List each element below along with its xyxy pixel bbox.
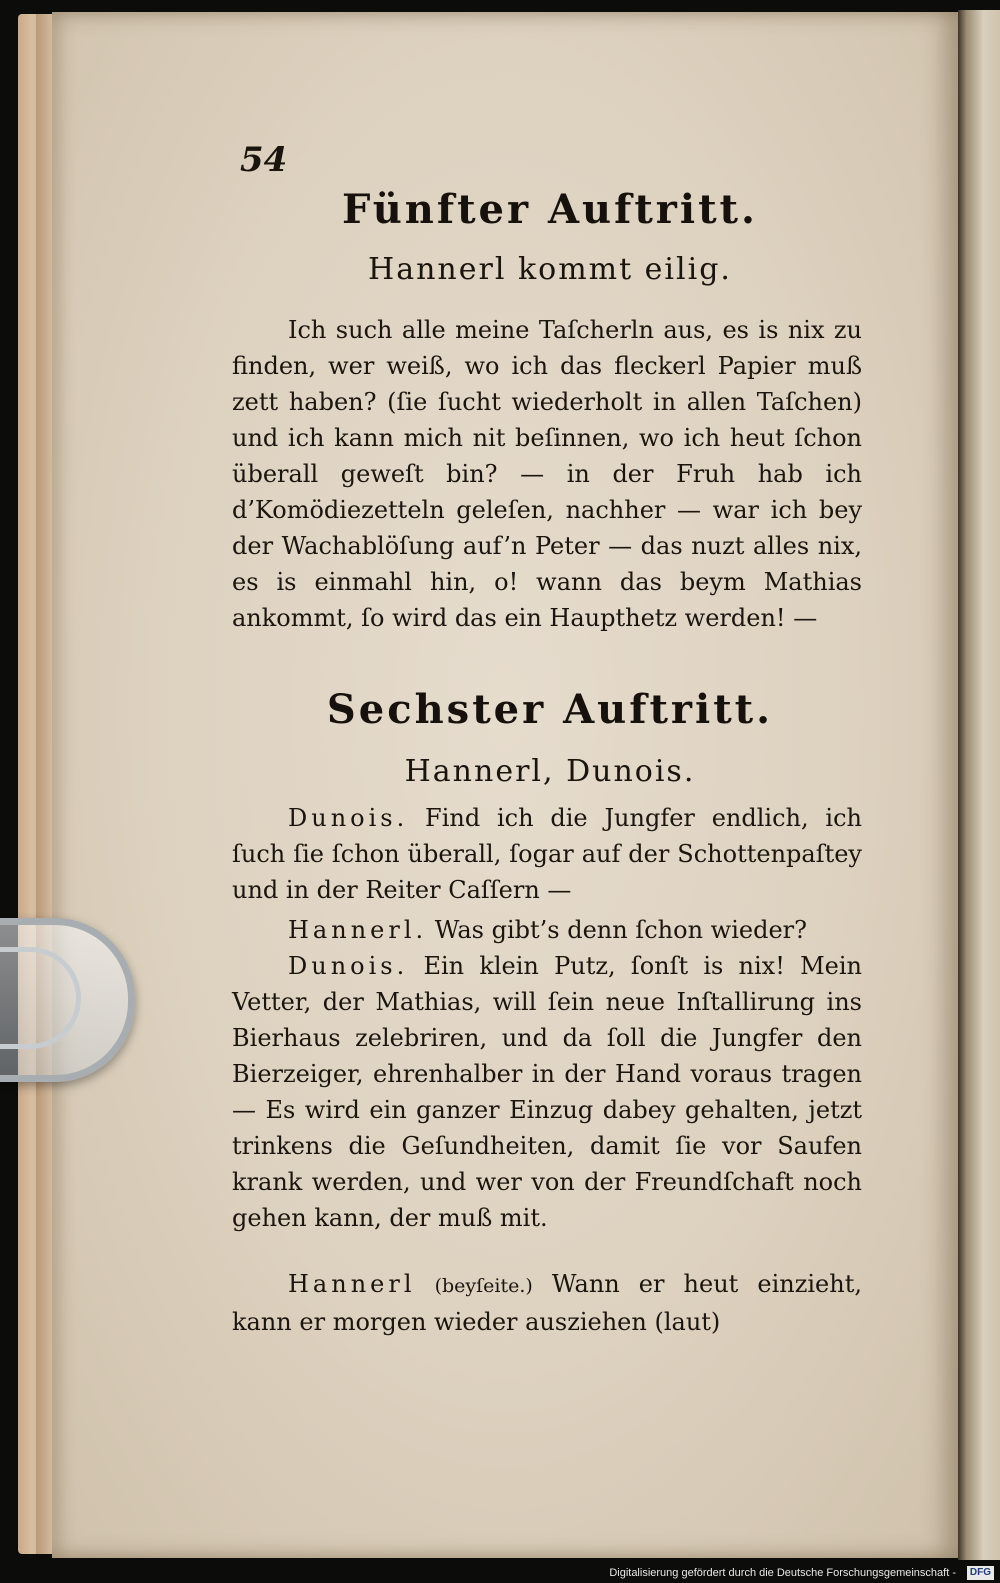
line-text: Find ich die Jungfer endlich, ich ſuch ſie ſchon überall, ſogar auf der Schottenpaſtey und in der Reiter Caſſern —: [232, 804, 862, 904]
speaker-name: Dunois.: [288, 952, 409, 980]
speaker-name: Hannerl.: [288, 916, 428, 944]
speaker-name: Hannerl: [288, 1270, 416, 1298]
digitization-credit: Digitalisierung gefördert durch die Deutsche Forschungsgemeinschaft -: [609, 1567, 956, 1579]
dialogue-line-3: [232, 948, 862, 1236]
speaker-name: Dunois.: [288, 804, 409, 832]
line-text: Was gibt’s denn ſchon wieder?: [434, 916, 807, 944]
scene-5-heading: Fünfter Auftritt.: [342, 186, 758, 233]
dialogue-line-4: [232, 1266, 862, 1340]
scene-6-heading: Sechster Auftritt.: [326, 686, 774, 733]
dialogue-line-2: [232, 912, 862, 948]
dialogue-line-1: [232, 800, 862, 908]
dfg-logo: DFG: [967, 1566, 994, 1580]
clip-inner-loop: [0, 947, 81, 1049]
line-text: Ein klein Putz, ſonſt is nix! Mein Vetter, der Mathias, will ſein neue Inſtallirung ins Bierhaus zelebriren, und da ſoll die Jungfer den Bierzeiger, ehrenhalber in der Hand voraus tragen — Es wird ein ganzer Einzug dabey gehalten, jetzt trinkens die Geſundheiten, damit ſie vor Saufen krank werden, und wer von der Freundſchaft noch gehen kann, der muß mit.: [232, 952, 862, 1232]
line-text: Wann er heut einzieht, kann er morgen wieder ausziehen (laut): [232, 1270, 862, 1336]
scene-5-monologue: Ich such alle meine Taſcherln aus, es is nix zu finden, wer weiß, wo ich das fleckerl Papier muß zett haben? (ſie ſucht wiederholt in allen Taſchen) und ich kann mich nit beſinnen, wo ich heut ſchon überall geweſt bin? — in der Fruh hab ich d’Komödiezetteln geleſen, nachher — war ich bey der Wachablöſung auf’n Peter — das nuzt alles nix, es is einmahl hin, o! wann das beym Mathias ankommt, ſo wird das ein Haupthetz werden! —: [232, 316, 862, 632]
aside-direction: (beyſeite.): [434, 1275, 533, 1297]
facing-page-edge: [958, 10, 1000, 1560]
scene-6-cast: Hannerl, Dunois.: [404, 754, 696, 789]
scene-5-stage-direction: Hannerl kommt eilig.: [368, 252, 732, 287]
page-number: 54: [240, 140, 288, 180]
